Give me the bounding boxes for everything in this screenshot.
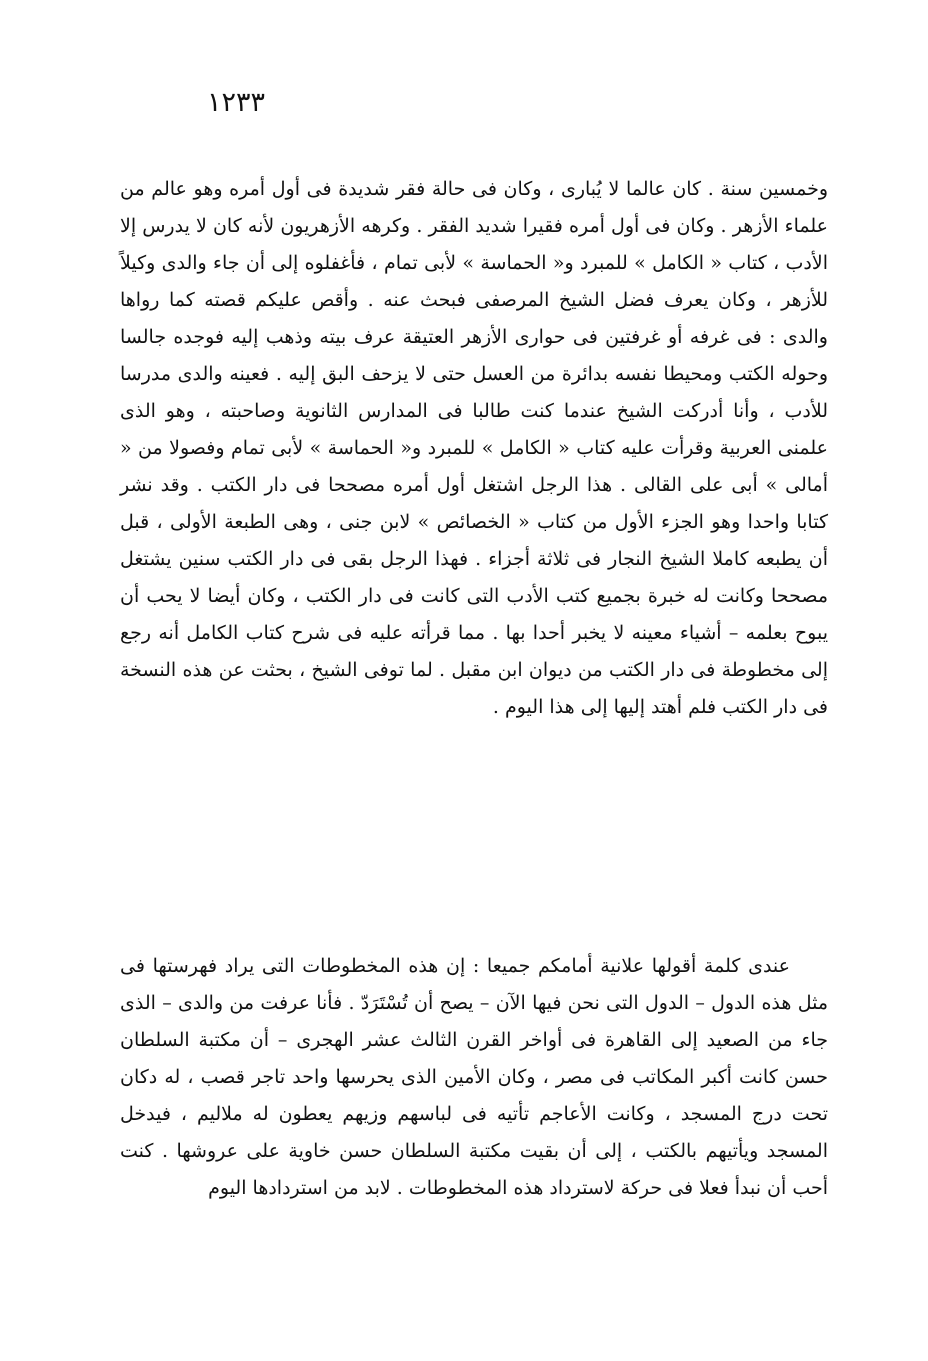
paragraph-1: وخمسين سنة . كان عالما لا يُبارى ، وكان فى حالة فقر شديدة فى أول أمره وهو عالم من علماء الأزهر . وكان فى أول أمره فقيرا شديد الفقر . وكرهه الأزهريون لأنه كان لا يدرس إلا الأدب ، كتاب « الكامل » للمبرد و« الحماسة » لأبى تمام ، فأغفلوه إلى أن جاء والدى وكيلاً للأزهر ، وكان يعرف فضل الشيخ المرصفى فبحث عنه . وأقص عليكم قصته كما رواها والدى : فى غرفه أو غرفتين فى حوارى الأزهر العتيقة عرف بيته وذهب إليه فوجده جالسا وحوله الكتب ومحيطا نفسه بدائرة من العسل حتى لا يزحف البق إليه . فعينه والدى مدرسا للأدب ، وأنا أدركت الشيخ عندما كنت طالبا فى المدارس الثانوية وصاحبته ، وهو الذى علمنى العربية وقرأت عليه كتاب « الكامل » للمبرد و« الحماسة » لأبى تمام وفصولا من « أمالى » أبى على القالى . هذا الرجل اشتغل أول أمره مصححا فى دار الكتب . وقد نشر كتابا واحدا وهو الجزء الأول من كتاب « الخصائص » لابن جنى ، وهى الطبعة الأولى ، قبل أن يطبعه كاملا الشيخ النجار فى ثلاثة أجزاء . فهذا الرجل بقى فى دار الكتب سنين يشتغل مصححا وكانت له خبرة بجميع كتب الأدب التى كانت فى دار الكتب ، وكان أيضا لا يحب أن يبوح بعلمه – أشياء معينه لا يخبر أحدا بها . مما قرأته عليه فى شرح كتاب الكامل أنه رجع إلى مخطوطة فى دار الكتب من ديوان ابن مقبل . لما توفى الشيخ ، بحثت عن هذه النسخة فى دار الكتب فلم أهتد إليها إلى هذا اليوم . [120,178,828,718]
paragraph-2-text: عندى كلمة أقولها علانية أمامكم جميعا : إن هذه المخطوطات التى يراد فهرستها فى مثل هذه الدول – الدول التى نحن فيها الآن – يصح أن تُسْتَرَدّ . فأنا عرفت من والدى – الذى جاء من الصعيد إلى القاهرة فى أواخر القرن الثالث عشر الهجرى – أن مكتبة السلطان حسن كانت أكبر المكاتب فى مصر ، وكان الأمين الذى يحرسها واحد تاجر قصب ، له دكان تحت درج المسجد ، وكانت الأعاجم تأتيه فى لباسهم وزيهم يعطون له ملاليم ، فيدخل المسجد ويأتيهم بالكتب ، إلى أن بقيت مكتبة السلطان حسن خاوية على عروشها . كنت أحب أن نبدأ فعلا فى حركة لاسترداد هذه المخطوطات . لابد من استردادها اليوم [120,955,828,1199]
page-number: ١٢٣٣ [206,87,265,118]
paragraph-2 [120,948,828,1207]
